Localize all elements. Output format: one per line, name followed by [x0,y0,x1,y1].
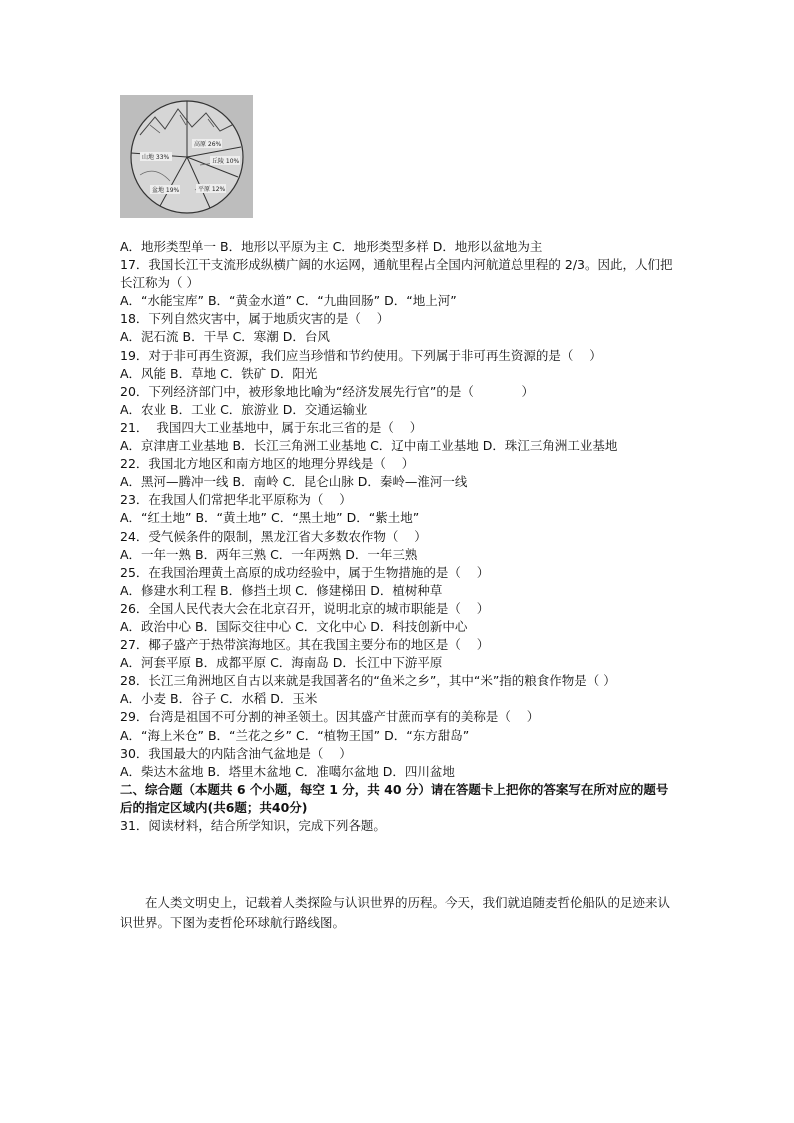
option-line-22: A．黑河—腾冲一线 B．南岭 C．昆仑山脉 D．秦岭—淮河一线 [120,474,468,490]
option-line-18: A．泥石流 B．干旱 C．寒潮 D．台风 [120,329,330,345]
question-17: 17．我国长江干支流形成纵横广阔的水运网，通航里程占全国内河航道总里程的 2/3。因此，人们把长江称为（ ） [120,257,673,291]
option-line-25: A．修建水利工程 B．修挡土坝 C．修建梯田 D．植树种草 [120,582,443,598]
question-29: 29．台湾是祖国不可分割的神圣领土。因其盛产甘蔗而享有的美称是（ ） [120,709,540,725]
option-line-21: A．京津唐工业基地 B．长江三角洲工业基地 C．辽中南工业基地 D．珠江三角洲工业基地 [120,438,618,454]
question-31: 31．阅读材料，结合所学知识，完成下列各题。 [120,818,386,833]
section-heading: 二、综合题（本题共 6 个小题，每空 1 分，共 40 分）请在答题卡上把你的答案写在所对应的题号后的指定区域内(共6题；共40分) [120,781,669,815]
terrain-pie-chart-image [120,95,253,218]
question-28: 28．长江三角洲地区自古以来就是我国著名的“鱼米之乡”，其中“米”指的粮食作物是（ ） [120,673,616,689]
option-line-19: A．风能 B．草地 C．铁矿 D．阳光 [120,365,318,381]
option-line-24: A．一年一熟 B．两年三熟 C．一年两熟 D．一年三熟 [120,546,418,562]
question-27: 27．椰子盛产于热带滨海地区。其在我国主要分布的地区是（ ） [120,637,490,653]
option-line-28: A．小麦 B．谷子 C．水稻 D．玉米 [120,691,318,707]
label-mountain: 山地 33% [142,154,170,161]
question-list [120,238,680,835]
question-20: 20．下列经济部门中，被形象地比喻为“经济发展先行官”的是（ ） [120,383,535,399]
option-line-17: A．“水能宝库” B．“黄金水道” C．“九曲回肠” D．“地上河” [120,293,457,309]
terrain-pie-chart-drawing [120,95,253,218]
reading-paragraph: 在人类文明史上，记载着人类探险与认识世界的历程。今天，我们就追随麦哲伦船队的足迹来认识世界。下图为麦哲伦环球航行路线图。 [120,895,671,930]
label-hills: 丘陵 10% [212,158,240,165]
option-line-26: A．政治中心 B．国际交往中心 C．文化中心 D．科技创新中心 [120,618,468,634]
question-23: 23．在我国人们常把华北平原称为（ ） [120,492,352,508]
option-line-30: A．柴达木盆地 B．塔里木盆地 C．准噶尔盆地 D．四川盆地 [120,763,455,779]
label-plateau: 高原 26% [194,141,222,148]
option-line-23: A．“红土地” B．“黄土地” C．“黑土地” D．“紫土地” [120,510,420,526]
option-line-27: A．河套平原 B．成都平原 C．海南岛 D．长江中下游平原 [120,655,443,671]
question-21: 21． 我国四大工业基地中，属于东北三省的是（ ） [120,419,423,435]
question-18: 18．下列自然灾害中，属于地质灾害的是（ ） [120,311,390,327]
question-19: 19．对于非可再生资源，我们应当珍惜和节约使用。下列属于非可再生资源的是（ ） [120,347,602,363]
question-26: 26．全国人民代表大会在北京召开，说明北京的城市职能是（ ） [120,600,490,616]
option-line-20: A．农业 B．工业 C．旅游业 D．交通运输业 [120,401,368,417]
question-22: 22．我国北方地区和南方地区的地理分界线是（ ） [120,456,415,472]
option-line-29: A．“海上米仓” B．“兰花之乡” C．“植物王国” D．“东方甜岛” [120,727,470,743]
label-basin: 盆地 19% [152,187,180,194]
question-24: 24．受气候条件的限制，黑龙江省大多数农作物（ ） [120,528,427,544]
option-line-16: A．地形类型单一 B．地形以平原为主 C．地形类型多样 D．地形以盆地为主 [120,239,543,254]
label-plain: 平原 12% [198,186,226,193]
question-25: 25．在我国治理黄土高原的成功经验中，属于生物措施的是（ ） [120,564,490,580]
question-30: 30．我国最大的内陆含油气盆地是（ ） [120,745,352,761]
